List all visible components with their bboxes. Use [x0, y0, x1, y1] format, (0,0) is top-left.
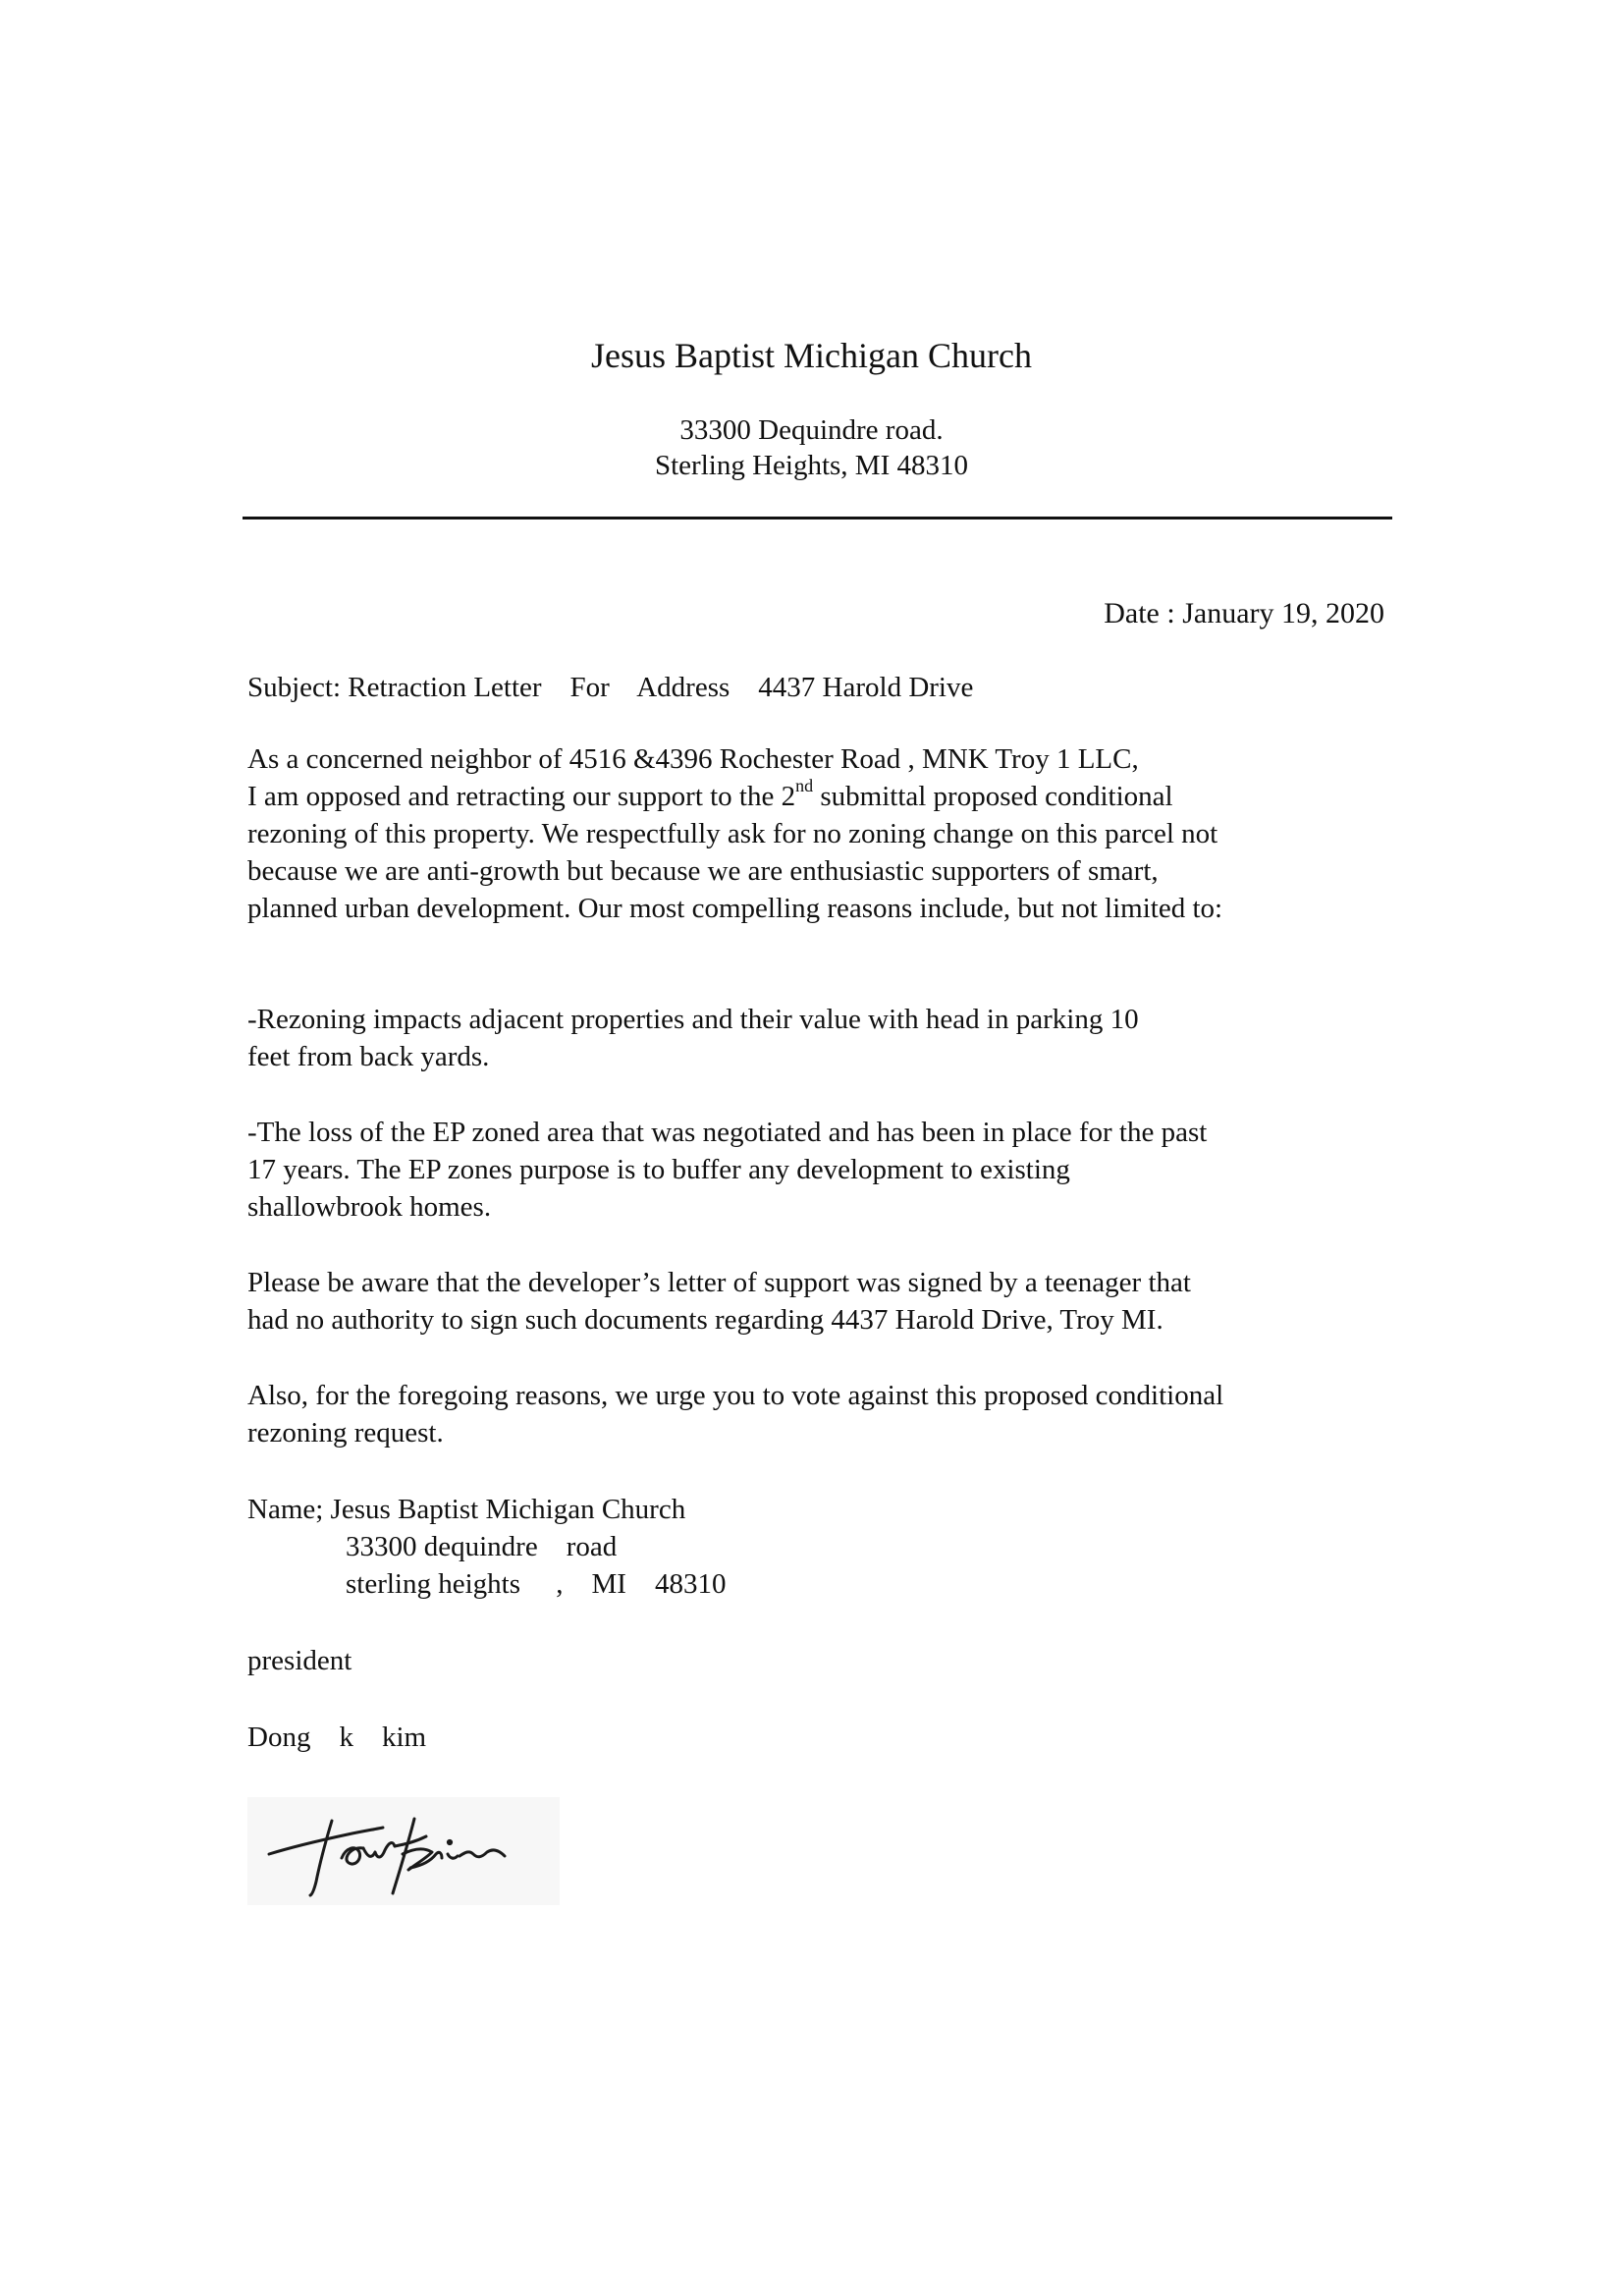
signer-name-line: Name; Jesus Baptist Michigan Church — [247, 1494, 686, 1525]
reason-2-line-2: 17 years. The EP zones purpose is to buffer any development to existing — [247, 1154, 1070, 1185]
letterhead-address-line-2: Sterling Heights, MI 48310 — [655, 450, 968, 481]
letterhead-church-name: Jesus Baptist Michigan Church — [591, 336, 1032, 375]
ordinal-suffix: nd — [795, 776, 814, 796]
letter-date: Date : January 19, 2020 — [1104, 597, 1384, 629]
notice-line-2: had no authority to sign such documents regarding 4437 Harold Drive, Troy MI. — [247, 1304, 1163, 1336]
closing-line-1: Also, for the foregoing reasons, we urge you to vote against this proposed conditional — [247, 1380, 1224, 1411]
reason-1-line-2: feet from back yards. — [247, 1041, 490, 1072]
closing-line-2: rezoning request. — [247, 1417, 444, 1449]
signer-city-line: sterling heights , MI 48310 — [346, 1568, 727, 1600]
handwritten-signature-icon — [247, 1797, 560, 1905]
signer-title: president — [247, 1645, 352, 1676]
intro-line-4: because we are anti-growth but because we are enthusiastic supporters of smart, — [247, 855, 1159, 887]
intro-line-2-end: submittal proposed conditional — [813, 781, 1173, 812]
letterhead-divider — [243, 517, 1392, 519]
intro-line-1: As a concerned neighbor of 4516 &4396 Rochester Road , MNK Troy 1 LLC, — [247, 743, 1139, 775]
intro-line-3: rezoning of this property. We respectfully ask for no zoning change on this parcel not — [247, 818, 1218, 849]
signer-person-name: Dong k kim — [247, 1722, 427, 1753]
signer-street-line: 33300 dequindre road — [346, 1531, 618, 1562]
reason-1-line-1: -Rezoning impacts adjacent properties and their value with head in parking 10 — [247, 1004, 1139, 1035]
intro-line-2-start: I am opposed and retracting our support to the 2 — [247, 781, 796, 812]
intro-line-2 — [247, 778, 1173, 815]
reason-2-line-1: -The loss of the EP zoned area that was negotiated and has been in place for the past — [247, 1117, 1208, 1148]
reason-2-line-3: shallowbrook homes. — [247, 1191, 492, 1223]
subject-line: Subject: Retraction Letter For Address 4437 Harold Drive — [247, 672, 974, 703]
letterhead-address-line-1: 33300 Dequindre road. — [679, 414, 944, 446]
intro-line-5: planned urban development. Our most compelling reasons include, but not limited to: — [247, 893, 1223, 924]
notice-line-1: Please be aware that the developer’s letter of support was signed by a teenager that — [247, 1267, 1191, 1298]
